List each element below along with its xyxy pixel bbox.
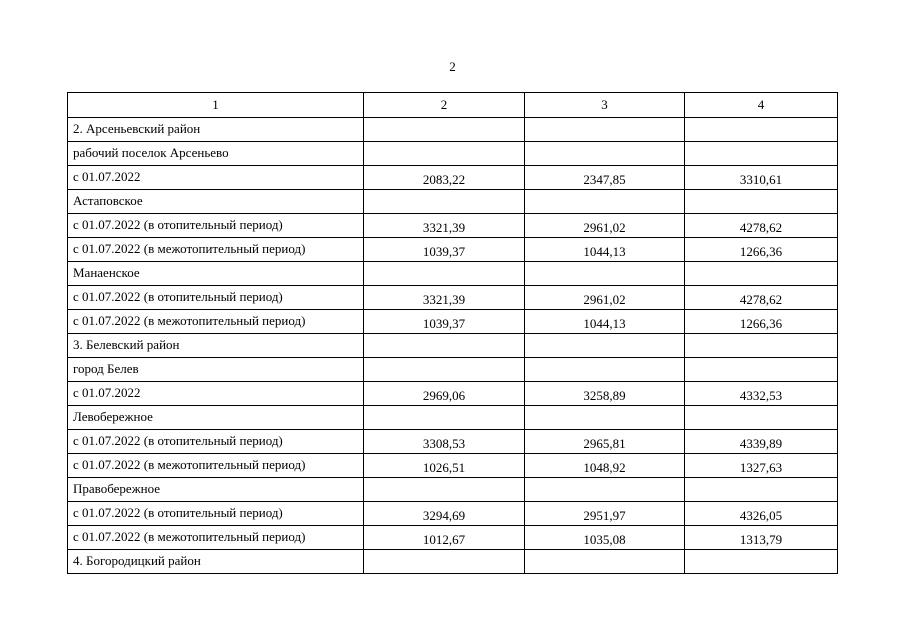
value-col-4: 4278,62 — [685, 214, 838, 238]
value-col-4: 4278,62 — [685, 286, 838, 310]
value-col-3 — [525, 358, 685, 382]
table-row — [68, 550, 838, 574]
value-col-3: 2961,02 — [525, 214, 685, 238]
table-row — [68, 118, 838, 142]
row-label: с 01.07.2022 — [68, 382, 364, 406]
value-col-2: 1012,67 — [364, 526, 525, 550]
table-row — [68, 214, 838, 238]
page-number: 2 — [449, 59, 456, 74]
value-col-3: 1044,13 — [525, 238, 685, 262]
table-row — [68, 262, 838, 286]
table-row — [68, 310, 838, 334]
row-label: Астаповское — [68, 190, 364, 214]
column-header-3: 3 — [525, 93, 685, 118]
row-label: с 01.07.2022 (в межотопительный период) — [68, 454, 364, 478]
table-row — [68, 526, 838, 550]
value-col-2: 1039,37 — [364, 310, 525, 334]
value-col-2: 2969,06 — [364, 382, 525, 406]
table-row — [68, 382, 838, 406]
value-col-2 — [364, 406, 525, 430]
row-label: с 01.07.2022 (в отопительный период) — [68, 502, 364, 526]
column-header-1: 1 — [68, 93, 364, 118]
value-col-3: 2965,81 — [525, 430, 685, 454]
value-col-3 — [525, 118, 685, 142]
column-header-4: 4 — [685, 93, 838, 118]
row-label: 4. Богородицкий район — [68, 550, 364, 574]
value-col-2: 3294,69 — [364, 502, 525, 526]
value-col-4 — [685, 118, 838, 142]
value-col-2: 3308,53 — [364, 430, 525, 454]
value-col-2: 3321,39 — [364, 214, 525, 238]
row-label: с 01.07.2022 (в межотопительный период) — [68, 526, 364, 550]
value-col-2 — [364, 190, 525, 214]
value-col-4 — [685, 358, 838, 382]
table-row — [68, 454, 838, 478]
value-col-4: 1266,36 — [685, 238, 838, 262]
table-row — [68, 286, 838, 310]
value-col-3 — [525, 190, 685, 214]
value-col-4: 3310,61 — [685, 166, 838, 190]
value-col-2 — [364, 142, 525, 166]
value-col-4 — [685, 478, 838, 502]
value-col-4 — [685, 406, 838, 430]
column-header-2: 2 — [364, 93, 525, 118]
value-col-3 — [525, 142, 685, 166]
value-col-4: 1313,79 — [685, 526, 838, 550]
value-col-3: 3258,89 — [525, 382, 685, 406]
value-col-2: 3321,39 — [364, 286, 525, 310]
value-col-2 — [364, 358, 525, 382]
value-col-4: 4339,89 — [685, 430, 838, 454]
value-col-4 — [685, 334, 838, 358]
table-row — [68, 238, 838, 262]
header-row — [68, 93, 838, 118]
value-col-3: 2951,97 — [525, 502, 685, 526]
value-col-4: 1266,36 — [685, 310, 838, 334]
table-row — [68, 502, 838, 526]
value-col-3 — [525, 550, 685, 574]
row-label: Левобережное — [68, 406, 364, 430]
row-label: с 01.07.2022 (в межотопительный период) — [68, 310, 364, 334]
table-row — [68, 430, 838, 454]
row-label: 3. Белевский район — [68, 334, 364, 358]
table-row — [68, 478, 838, 502]
value-col-2 — [364, 334, 525, 358]
value-col-3 — [525, 262, 685, 286]
value-col-4 — [685, 190, 838, 214]
value-col-4: 1327,63 — [685, 454, 838, 478]
value-col-3: 2961,02 — [525, 286, 685, 310]
row-label: город Белев — [68, 358, 364, 382]
row-label: с 01.07.2022 (в отопительный период) — [68, 286, 364, 310]
value-col-4: 4332,53 — [685, 382, 838, 406]
table-row — [68, 190, 838, 214]
table-row — [68, 358, 838, 382]
value-col-4 — [685, 142, 838, 166]
row-label: 2. Арсеньевский район — [68, 118, 364, 142]
tariff-table — [67, 92, 838, 574]
value-col-4 — [685, 550, 838, 574]
value-col-3: 1048,92 — [525, 454, 685, 478]
row-label: с 01.07.2022 — [68, 166, 364, 190]
value-col-2: 1026,51 — [364, 454, 525, 478]
row-label: с 01.07.2022 (в межотопительный период) — [68, 238, 364, 262]
row-label: с 01.07.2022 (в отопительный период) — [68, 214, 364, 238]
value-col-3: 1044,13 — [525, 310, 685, 334]
table-header — [68, 93, 838, 118]
row-label: рабочий поселок Арсеньево — [68, 142, 364, 166]
table-row — [68, 166, 838, 190]
row-label: Манаенское — [68, 262, 364, 286]
row-label: с 01.07.2022 (в отопительный период) — [68, 430, 364, 454]
table-row — [68, 406, 838, 430]
row-label: Правобережное — [68, 478, 364, 502]
table-row — [68, 334, 838, 358]
value-col-2 — [364, 118, 525, 142]
table-row — [68, 142, 838, 166]
value-col-3 — [525, 478, 685, 502]
value-col-4: 4326,05 — [685, 502, 838, 526]
value-col-4 — [685, 262, 838, 286]
value-col-3 — [525, 334, 685, 358]
value-col-3 — [525, 406, 685, 430]
value-col-2 — [364, 478, 525, 502]
value-col-2: 1039,37 — [364, 238, 525, 262]
table-body — [68, 118, 838, 574]
value-col-2 — [364, 550, 525, 574]
value-col-3: 1035,08 — [525, 526, 685, 550]
value-col-2 — [364, 262, 525, 286]
value-col-3: 2347,85 — [525, 166, 685, 190]
value-col-2: 2083,22 — [364, 166, 525, 190]
